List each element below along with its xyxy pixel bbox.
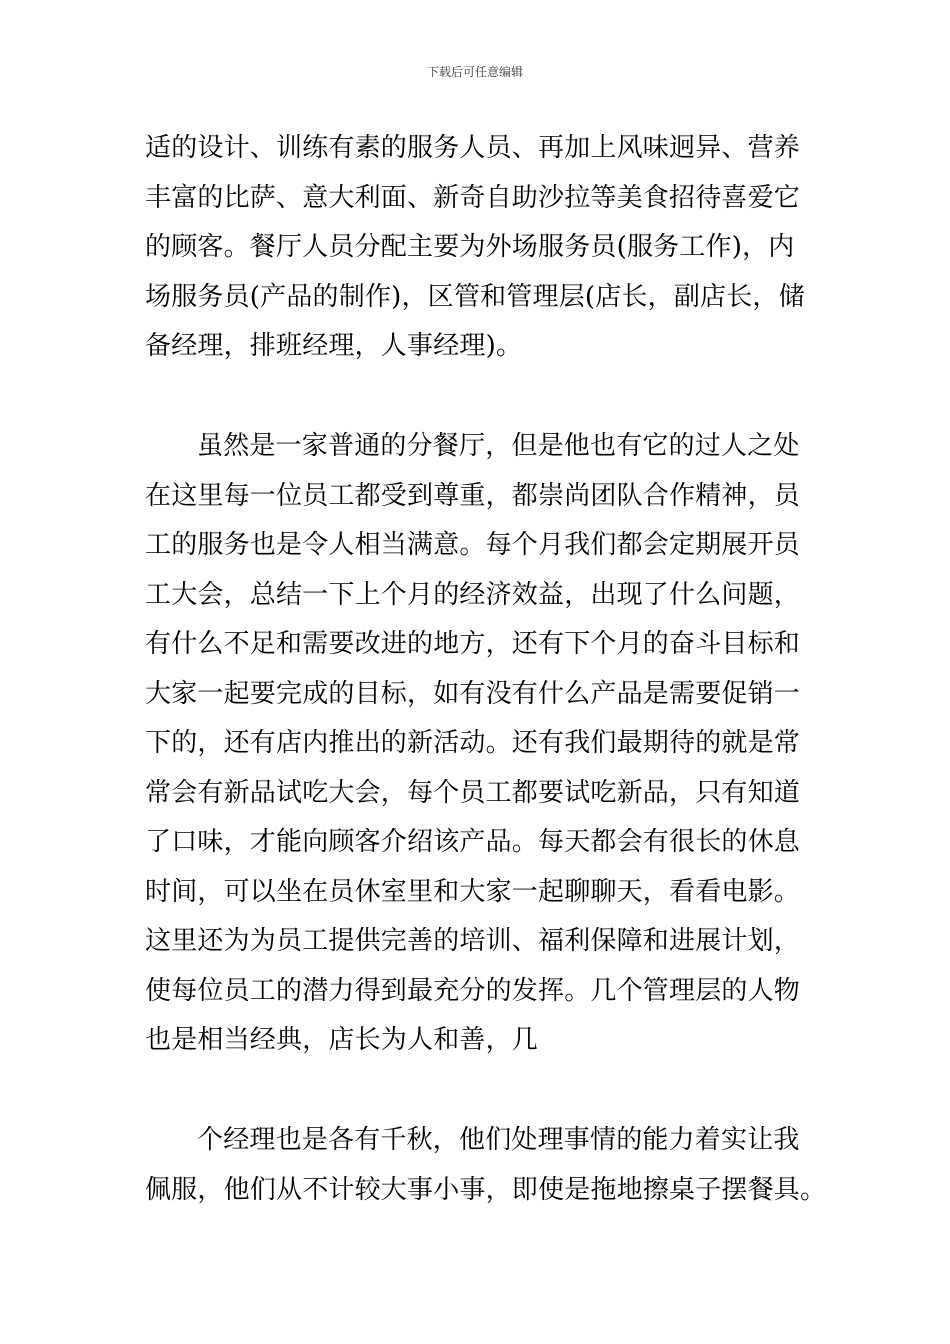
text-line: 工大会，总结一下上个月的经济效益，出现了什么问题，: [145, 579, 801, 610]
text-line: 了口味，才能向顾客介绍该产品。每天都会有很长的休息: [145, 827, 801, 857]
text-line: 这里还为为员工提供完善的培训、福利保障和进展计划，: [145, 926, 801, 956]
text-line: 时间，可以坐在员休室里和大家一起聊聊天，看看电影。: [145, 876, 801, 907]
text-line: 场服务员(产品的制作)，区管和管理层(店长，副店长，储: [145, 281, 805, 312]
text-line: 备经理，排班经理，人事经理)。: [145, 331, 523, 361]
text-line: 下的，还有店内推出的新活动。还有我们最期待的就是常: [145, 728, 801, 758]
page-header: 下载后可任意编辑: [426, 65, 523, 79]
text-line: 有什么不足和需要改进的地方，还有下个月的奋斗目标和: [145, 629, 801, 659]
paragraph-3: [145, 1116, 827, 1215]
text-line: 虽然是一家普通的分餐厅，但是他也有它的过人之处: [197, 431, 800, 461]
text-line: 使每位员工的潜力得到最充分的发挥。几个管理层的人物: [145, 975, 801, 1006]
text-line: 常会有新品试吃大会，每个员工都要试吃新品，只有知道: [145, 777, 801, 808]
text-line: 丰富的比萨、意大利面、新奇自助沙拉等美食招待喜爱它: [145, 182, 801, 213]
text-line: 的顾客。餐厅人员分配主要为外场服务员(服务工作)，内: [145, 232, 795, 262]
paragraph-2: [145, 422, 810, 1066]
text-line: 大家一起要完成的目标，如有没有什么产品是需要促销一: [145, 678, 801, 709]
text-line: 也是相当经典，店长为人和善，几: [145, 1025, 539, 1055]
paragraph-1: [145, 124, 810, 372]
text-line: 工的服务也是令人相当满意。每个月我们都会定期展开员: [145, 530, 801, 560]
text-line: 适的设计、训练有素的服务人员、再加上风味迥异、营养: [145, 133, 801, 163]
text-line: 佩服，他们从不计较大事小事，即使是拖地擦桌子摆餐具。: [145, 1174, 827, 1205]
text-line: 个经理也是各有千秋，他们处理事情的能力着实让我: [197, 1125, 800, 1155]
text-line: 在这里每一位员工都受到尊重，都崇尚团队合作精神，员: [145, 480, 801, 511]
